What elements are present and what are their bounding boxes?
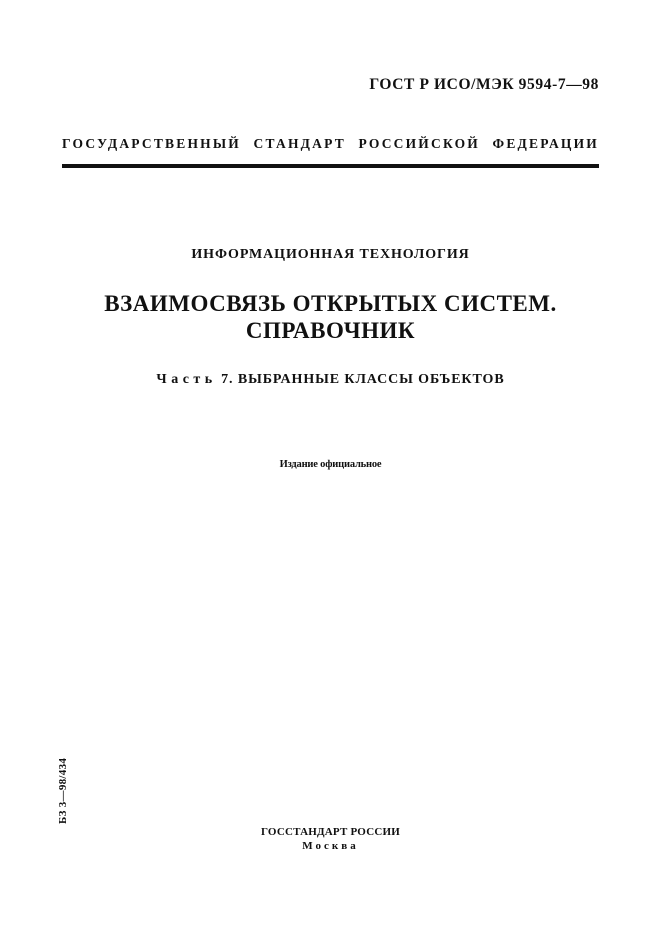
document-heading: ИНФОРМАЦИОННАЯ ТЕХНОЛОГИЯ	[191, 247, 470, 262]
document-title	[0, 290, 661, 344]
side-catalog-code: БЗ 3—98/434	[57, 757, 69, 824]
publisher-city: Москва	[302, 840, 359, 852]
part-number: 7.	[221, 372, 234, 387]
standard-code: ГОСТ Р ИСО/МЭК 9594-7—98	[369, 76, 599, 93]
header-divider	[62, 164, 599, 168]
publisher: ГОССТАНДАРТ РОССИИ	[261, 826, 400, 838]
state-standard-heading: ГОСУДАРСТВЕННЫЙ СТАНДАРТ РОССИЙСКОЙ ФЕДЕРАЦИИ	[62, 136, 599, 151]
part-title: ВЫБРАННЫЕ КЛАССЫ ОБЪЕКТОВ	[237, 372, 505, 387]
part-word: Часть	[156, 372, 217, 387]
part-subtitle	[0, 372, 661, 388]
edition-note: Издание официальное	[279, 459, 382, 470]
title-line-1: ВЗАИМОСВЯЗЬ ОТКРЫТЫХ СИСТЕМ.	[104, 291, 557, 316]
title-line-2: СПРАВОЧНИК	[245, 318, 416, 343]
